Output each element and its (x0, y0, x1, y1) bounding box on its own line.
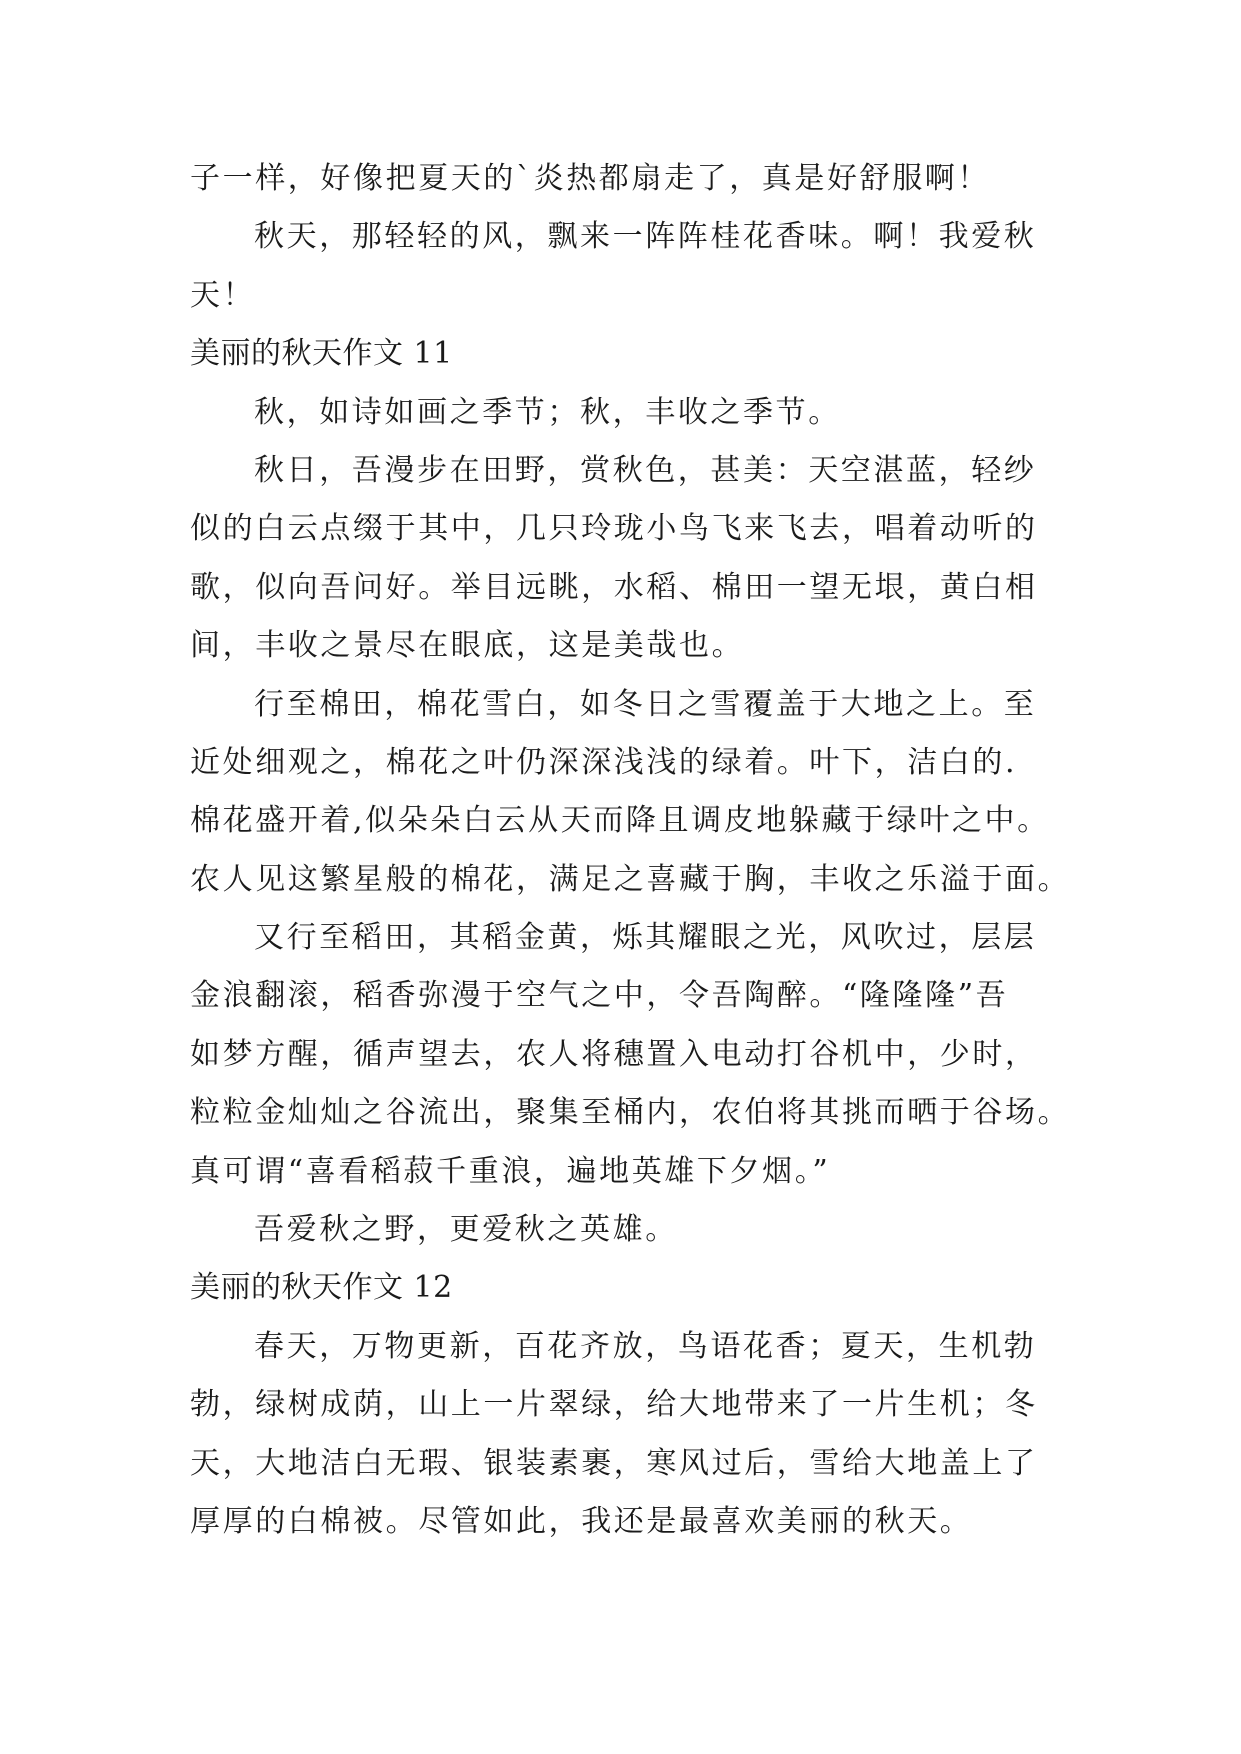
text-line: 农人见这繁星般的棉花，满足之喜藏于胸，丰收之乐溢于面。 (190, 861, 1071, 897)
text-line: 歌，似向吾问好。举目远眺，水稻、棉田一望无垠，黄白相 (190, 569, 1038, 605)
text-line: 行至棉田，棉花雪白，如冬日之雪覆盖于大地之上。至 (254, 686, 1037, 722)
text-line: 又行至稻田，其稻金黄，烁其耀眼之光，风吹过，层层 (254, 920, 1037, 956)
text-line: 子一样，好像把夏天的`炎热都扇走了，真是好舒服啊！ (190, 161, 990, 196)
text-line: 近处细观之，棉花之叶仍深深浅浅的绿着。叶下，洁白的. (190, 744, 1018, 780)
text-line: 秋天，那轻轻的风，飘来一阵阵桂花香味。啊！我爱秋 (254, 219, 1037, 255)
text-line: 如梦方醒，循声望去，农人将穗置入电动打谷机中，少时， (190, 1036, 1038, 1072)
text-line: 金浪翻滚，稻香弥漫于空气之中，令吾陶醉。“隆隆隆”吾 (190, 978, 1009, 1014)
text-line: 真可谓“喜看稻菽千重浪，遍地英雄下夕烟。” (190, 1153, 831, 1189)
text-line: 似的白云点缀于其中，几只玲珑小鸟飞来飞去，唱着动听的 (190, 511, 1038, 547)
section-heading: 美丽的秋天作文 11 (190, 336, 453, 372)
text-line: 棉花盛开着,似朵朵白云从天而降且调皮地躲藏于绿叶之中。 (190, 803, 1050, 839)
section-heading: 美丽的秋天作文 12 (190, 1270, 453, 1306)
text-line: 厚厚的白棉被。尽管如此，我还是最喜欢美丽的秋天。 (190, 1503, 973, 1539)
text-line: 吾爱秋之野，更爱秋之英雄。 (254, 1212, 678, 1248)
text-line: 春天，万物更新，百花齐放，鸟语花香；夏天，生机勃 (254, 1328, 1037, 1364)
document-page (190, 150, 1071, 1551)
text-line: 天！ (190, 277, 256, 313)
text-line: 秋，如诗如画之季节；秋，丰收之季节。 (254, 394, 841, 430)
text-line: 勃，绿树成荫，山上一片翠绿，给大地带来了一片生机；冬 (190, 1387, 1038, 1423)
text-line: 天，大地洁白无瑕、银装素裹，寒风过后，雪给大地盖上了 (190, 1445, 1038, 1481)
text-line: 秋日，吾漫步在田野，赏秋色，甚美：天空湛蓝，轻纱 (254, 452, 1037, 488)
text-line: 粒粒金灿灿之谷流出，聚集至桶内，农伯将其挑而晒于谷场。 (190, 1095, 1071, 1131)
text-line: 间，丰收之景尽在眼底，这是美哉也。 (190, 628, 745, 664)
